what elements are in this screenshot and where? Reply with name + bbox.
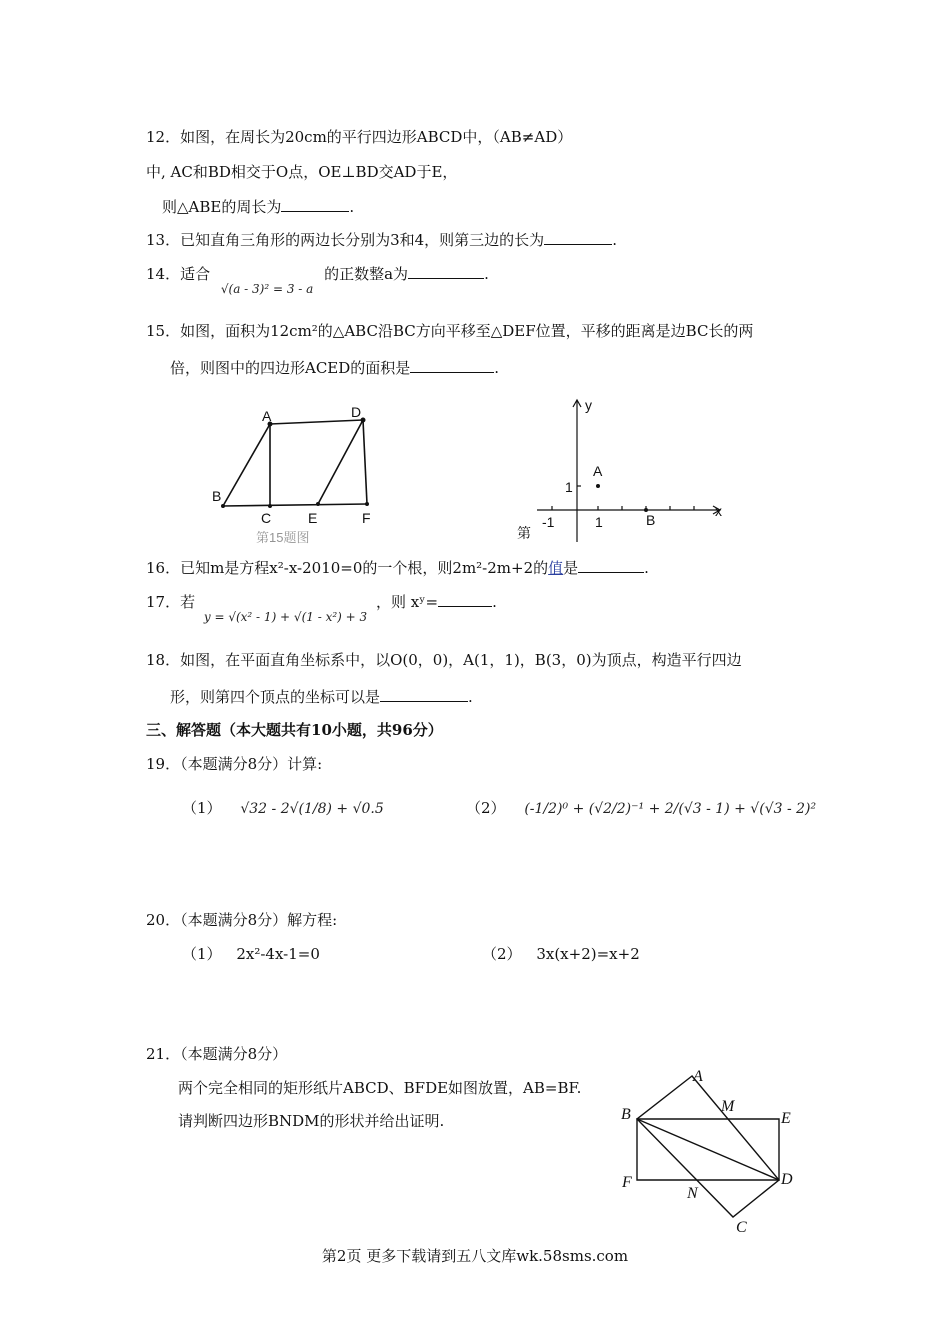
q19-part2-formula: (-1/2)⁰ + (√2/2)⁻¹ + 2/(√3 - 1) + √(√3 - 2)² xyxy=(524,801,817,817)
label-b: B xyxy=(621,1106,631,1123)
q12-line3 xyxy=(162,197,354,217)
label-b: B xyxy=(212,488,222,504)
label-c: C xyxy=(736,1219,747,1236)
q21-line1: 两个完全相同的矩形纸片ABCD、BFDE如图放置，AB=BF. xyxy=(178,1079,582,1097)
q20-part1-formula: 2x²-4x-1=0 xyxy=(236,945,320,963)
axis-label-x: x xyxy=(715,503,722,519)
point-f xyxy=(365,502,369,506)
q16 xyxy=(146,558,649,578)
label-e: E xyxy=(308,510,318,526)
q15-line2 xyxy=(170,358,499,378)
label-e: E xyxy=(781,1110,791,1127)
q17-suffix: ，则 xʸ= xyxy=(375,593,439,611)
label-b: B xyxy=(646,512,656,528)
label-f: F xyxy=(622,1174,632,1191)
segment-ab xyxy=(223,424,270,506)
answer-blank xyxy=(380,687,468,702)
label-n: N xyxy=(687,1185,698,1202)
q14 xyxy=(146,264,489,296)
label-a: A xyxy=(593,463,603,479)
label-m: M xyxy=(721,1098,735,1115)
answer-blank xyxy=(438,592,492,607)
q20-part1 xyxy=(182,944,320,964)
q12-line3-text: 则△ABE的周长为 xyxy=(162,198,282,216)
q12-line2: 中, AC和BD相交于O点，OE⊥BD交AD于E， xyxy=(146,163,458,181)
rect-abcd xyxy=(637,1076,779,1217)
q17-prefix: 17．若 xyxy=(146,593,196,611)
axis-label-y: y xyxy=(585,397,592,413)
figure-q15 xyxy=(200,400,400,545)
q12-line1: 12．如图，在周长为20cm的平行四边形ABCD中，（AB≠AD） xyxy=(146,128,573,146)
figure-caption: 第 xyxy=(517,525,531,541)
q20-part2-label: （2） xyxy=(482,945,522,963)
q19-part2-label: （2） xyxy=(466,799,506,817)
q18-line2 xyxy=(170,687,473,707)
tick-label-neg1: -1 xyxy=(542,514,555,530)
answer-blank xyxy=(281,197,349,212)
section-title: 三、解答题（本大题共有10小题，共96分） xyxy=(146,721,443,739)
q20-part1-label: （1） xyxy=(182,945,222,963)
q13 xyxy=(146,230,617,250)
figure-q21 xyxy=(615,1063,805,1238)
q13-end: . xyxy=(612,231,617,249)
tick-label-1x: 1 xyxy=(595,514,603,530)
q20-part2 xyxy=(482,944,640,964)
tick-label-1y: 1 xyxy=(565,479,573,495)
q14-end: . xyxy=(484,265,489,283)
q15-line1: 15．如图，面积为12cm²的△ABC沿BC方向平移至△DEF位置，平移的距离是边BC长的两 xyxy=(146,322,754,340)
q16-text: 16．已知m是方程x²-x-2010=0的一个根，则2m²-2m+2的 xyxy=(146,559,549,577)
q20-part2-formula: 3x(x+2)=x+2 xyxy=(536,945,640,963)
q18-line2-end: . xyxy=(468,688,473,706)
q14-formula: √(a - 3)² = 3 - a xyxy=(220,282,314,296)
q14-suffix: 的正数整a为 xyxy=(324,265,409,283)
label-c: C xyxy=(261,510,272,526)
q17 xyxy=(146,592,497,624)
figure-caption: 第15题图 xyxy=(256,530,310,545)
label-a: A xyxy=(262,408,272,424)
q16-end: . xyxy=(644,559,649,577)
point-d xyxy=(361,418,366,423)
label-f: F xyxy=(362,510,371,526)
q19-title: 19．（本题满分8分）计算: xyxy=(146,755,323,773)
segment-ad xyxy=(270,420,363,424)
label-a: A xyxy=(693,1068,703,1085)
segment-de xyxy=(318,420,363,504)
q19-part2 xyxy=(466,798,816,819)
label-d: D xyxy=(351,404,362,420)
q12-line3-end: . xyxy=(349,198,355,216)
q21-title: 21．（本题满分8分） xyxy=(146,1045,288,1063)
q15-line2-end: . xyxy=(494,359,500,377)
q14-prefix: 14．适合 xyxy=(146,265,211,283)
q19-part1 xyxy=(182,798,384,819)
point-b xyxy=(221,504,225,508)
answer-blank xyxy=(544,230,612,245)
q15-line2-text: 倍，则图中的四边形ACED的面积是 xyxy=(170,359,411,377)
q19-part1-label: （1） xyxy=(182,799,222,817)
point-e xyxy=(316,502,320,506)
q16-link[interactable]: 值 xyxy=(548,559,564,577)
q13-text: 13．已知直角三角形的两边长分别为3和4，则第三边的长为 xyxy=(146,231,545,249)
answer-blank xyxy=(408,264,484,279)
page-footer: 第2页 更多下载请到五八文库wk.58sms.com xyxy=(321,1247,629,1265)
answer-blank xyxy=(578,558,644,573)
segment-df xyxy=(363,420,367,504)
label-d: D xyxy=(781,1171,793,1188)
q17-formula: y = √(x² - 1) + √(1 - x²) + 3 xyxy=(203,610,368,624)
q20-title: 20．（本题满分8分）解方程: xyxy=(146,911,338,929)
answer-blank xyxy=(410,358,494,373)
segment-bf xyxy=(223,504,367,506)
q16-text2: 是 xyxy=(563,559,579,577)
point-a xyxy=(596,484,600,488)
q19-part1-formula: √32 - 2√(1/8) + √0.5 xyxy=(240,801,384,817)
figure-q18 xyxy=(515,392,730,547)
q18-line2-text: 形，则第四个顶点的坐标可以是 xyxy=(170,688,381,706)
diagonal-bd xyxy=(637,1119,779,1180)
q17-end: . xyxy=(492,593,497,611)
q21-line2: 请判断四边形BNDM的形状并给出证明. xyxy=(178,1112,445,1130)
point-c xyxy=(268,504,272,508)
q18-line1: 18．如图，在平面直角坐标系中，以O(0，0)，A(1，1)，B(3，0)为顶点，构造平行四边 xyxy=(146,651,742,669)
